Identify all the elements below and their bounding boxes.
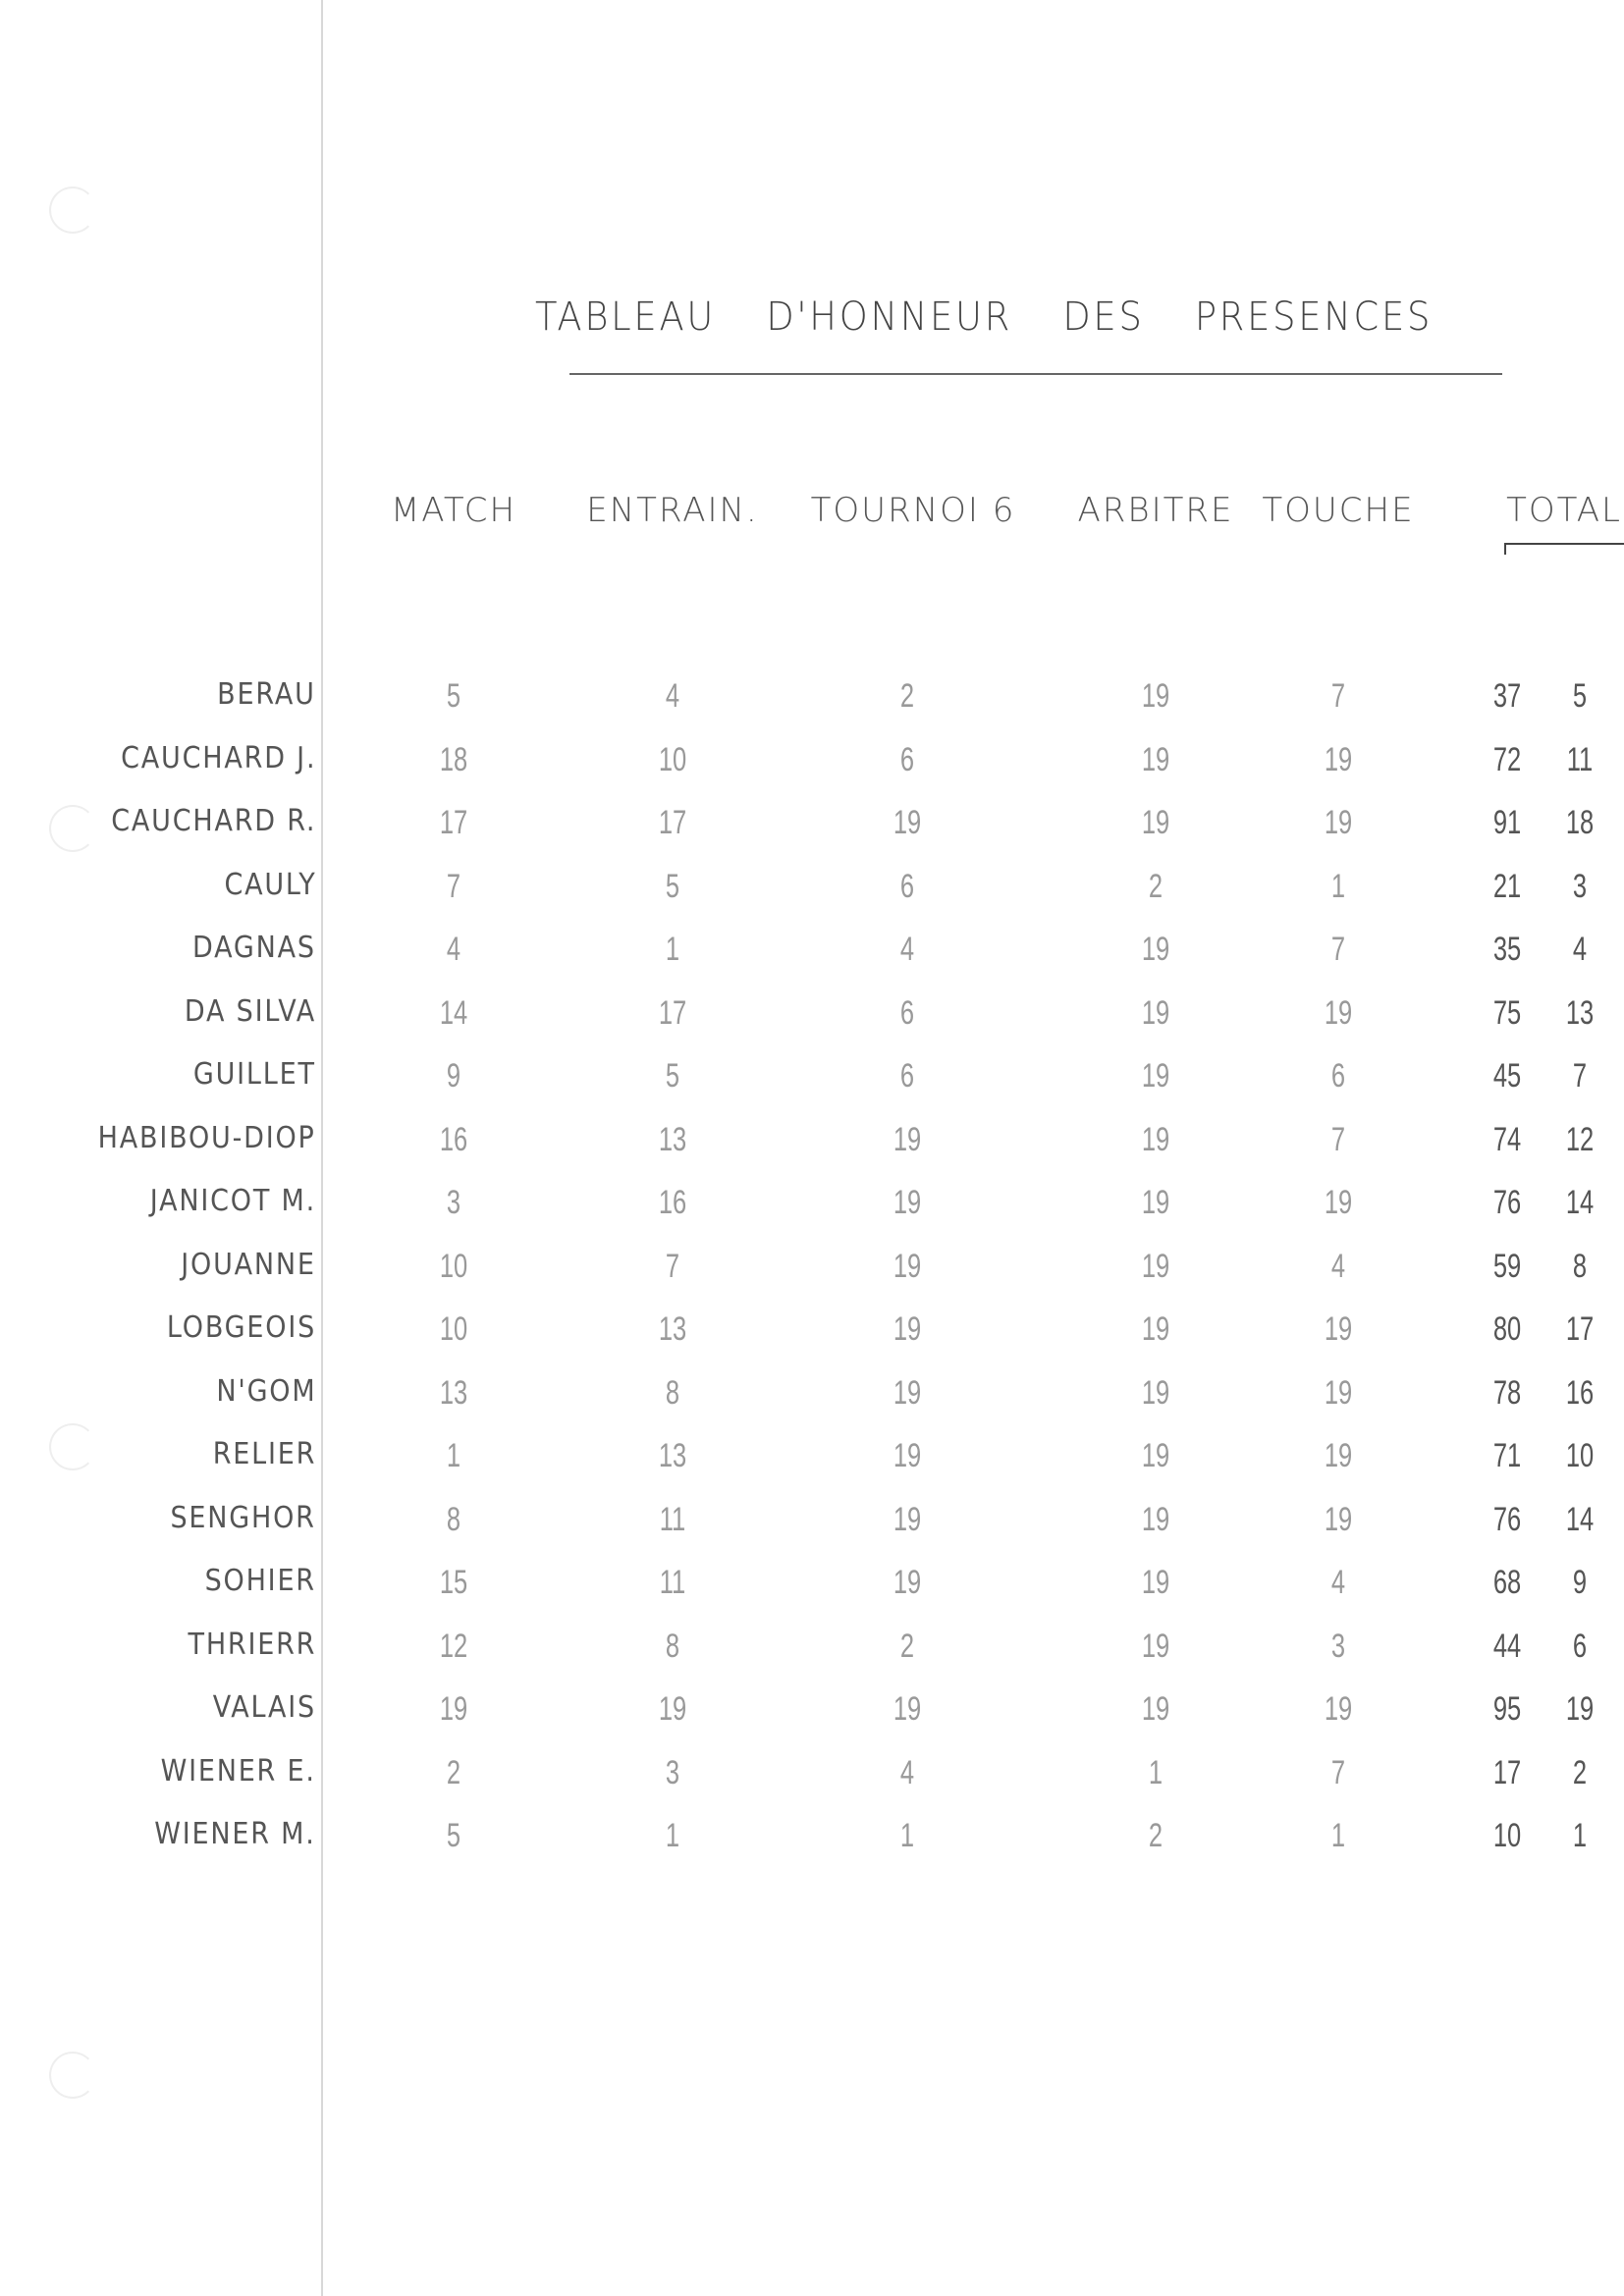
total-cell: 37 bbox=[1492, 677, 1522, 715]
rank-cell: 17 bbox=[1565, 1310, 1595, 1348]
entrain-cell: 19 bbox=[658, 1690, 687, 1728]
rank-cell: 14 bbox=[1565, 1500, 1595, 1538]
player-name: WIENER M. bbox=[154, 1817, 316, 1851]
table-row bbox=[0, 741, 1624, 800]
rank-cell: 12 bbox=[1565, 1120, 1595, 1158]
tournoi-cell: 6 bbox=[899, 1057, 915, 1095]
arbitre-cell: 19 bbox=[1141, 1564, 1170, 1601]
arbitre-cell: 19 bbox=[1141, 677, 1170, 715]
entrain-cell: 8 bbox=[665, 1627, 680, 1665]
match-cell: 10 bbox=[439, 1247, 468, 1285]
entrain-cell: 5 bbox=[665, 1057, 680, 1095]
entrain-cell: 7 bbox=[665, 1247, 680, 1285]
total-cell: 76 bbox=[1492, 1500, 1522, 1538]
page-title: TABLEAU D'HONNEUR DES PRESENCES bbox=[535, 294, 1434, 340]
total-cell: 76 bbox=[1492, 1184, 1522, 1221]
player-name: JOUANNE bbox=[181, 1247, 316, 1282]
entrain-cell: 17 bbox=[658, 804, 687, 841]
header-touche: TOUCHE bbox=[1262, 491, 1415, 530]
player-name: CAUCHARD R. bbox=[110, 804, 316, 838]
entrain-cell: 17 bbox=[658, 993, 687, 1032]
table-row bbox=[0, 804, 1624, 863]
tournoi-cell: 19 bbox=[893, 1690, 922, 1728]
rank-cell: 19 bbox=[1565, 1690, 1595, 1728]
player-name: THRIERR bbox=[188, 1627, 316, 1662]
touche-cell: 19 bbox=[1324, 1373, 1353, 1412]
entrain-cell: 8 bbox=[665, 1373, 680, 1412]
rank-cell: 8 bbox=[1572, 1247, 1588, 1285]
touche-cell: 19 bbox=[1324, 1437, 1353, 1474]
rank-cell: 3 bbox=[1572, 867, 1588, 905]
entrain-cell: 16 bbox=[658, 1184, 687, 1221]
match-cell: 4 bbox=[446, 931, 461, 968]
touche-cell: 19 bbox=[1324, 1184, 1353, 1221]
tournoi-cell: 4 bbox=[899, 931, 915, 968]
tournoi-cell: 19 bbox=[893, 1373, 922, 1412]
tournoi-cell: 19 bbox=[893, 1310, 922, 1348]
rank-cell: 11 bbox=[1566, 740, 1594, 778]
touche-cell: 6 bbox=[1330, 1057, 1346, 1095]
player-name: SENGHOR bbox=[170, 1500, 316, 1535]
total-cell: 44 bbox=[1492, 1627, 1522, 1665]
title-underline bbox=[569, 373, 1502, 375]
total-cell: 91 bbox=[1492, 804, 1522, 841]
table-row bbox=[0, 1564, 1624, 1623]
match-cell: 14 bbox=[439, 993, 468, 1032]
table-row bbox=[0, 1184, 1624, 1243]
arbitre-cell: 19 bbox=[1141, 1184, 1170, 1221]
arbitre-cell: 19 bbox=[1141, 1373, 1170, 1412]
rank-cell: 2 bbox=[1572, 1753, 1588, 1791]
match-cell: 1 bbox=[446, 1437, 461, 1474]
tournoi-cell: 4 bbox=[899, 1753, 915, 1791]
header-match: MATCH bbox=[390, 491, 517, 530]
tournoi-cell: 19 bbox=[893, 1500, 922, 1538]
player-name: SOHIER bbox=[204, 1564, 316, 1598]
header-arbitre: ARBITRE bbox=[1077, 491, 1234, 530]
match-cell: 5 bbox=[446, 677, 461, 715]
player-name: CAULY bbox=[223, 867, 316, 902]
match-cell: 5 bbox=[446, 1817, 461, 1854]
tournoi-cell: 6 bbox=[899, 867, 915, 905]
match-cell: 16 bbox=[439, 1120, 468, 1158]
entrain-cell: 13 bbox=[658, 1310, 687, 1348]
touche-cell: 1 bbox=[1330, 867, 1346, 905]
tournoi-cell: 19 bbox=[893, 804, 922, 841]
tournoi-cell: 19 bbox=[893, 1247, 922, 1285]
arbitre-cell: 19 bbox=[1141, 1690, 1170, 1728]
touche-cell: 4 bbox=[1330, 1247, 1346, 1285]
table-row bbox=[0, 1501, 1624, 1560]
player-name: WIENER E. bbox=[160, 1753, 316, 1789]
rank-cell: 4 bbox=[1572, 931, 1588, 968]
total-cell: 71 bbox=[1492, 1437, 1522, 1474]
table-row bbox=[0, 1437, 1624, 1496]
total-cell: 72 bbox=[1492, 740, 1522, 778]
table-row bbox=[0, 1817, 1624, 1876]
match-cell: 15 bbox=[439, 1564, 468, 1601]
table-row bbox=[0, 1754, 1624, 1813]
touche-cell: 19 bbox=[1324, 1500, 1353, 1538]
total-cell: 59 bbox=[1492, 1247, 1522, 1285]
rank-cell: 7 bbox=[1572, 1057, 1588, 1095]
touche-cell: 19 bbox=[1324, 740, 1353, 778]
tournoi-cell: 6 bbox=[899, 740, 915, 778]
rank-cell: 14 bbox=[1565, 1184, 1595, 1221]
match-cell: 9 bbox=[446, 1057, 461, 1095]
player-name: DA SILVA bbox=[184, 993, 316, 1029]
total-cell: 45 bbox=[1492, 1057, 1522, 1095]
tournoi-cell: 19 bbox=[893, 1564, 922, 1601]
touche-cell: 7 bbox=[1330, 931, 1346, 968]
match-cell: 13 bbox=[439, 1373, 468, 1412]
match-cell: 2 bbox=[446, 1753, 461, 1791]
arbitre-cell: 2 bbox=[1148, 867, 1164, 905]
punch-hole bbox=[49, 187, 96, 234]
table-row bbox=[0, 677, 1624, 736]
tournoi-cell: 6 bbox=[899, 993, 915, 1032]
rank-cell: 6 bbox=[1572, 1627, 1588, 1665]
table-row bbox=[0, 868, 1624, 927]
entrain-cell: 1 bbox=[665, 1817, 680, 1854]
match-cell: 12 bbox=[439, 1627, 468, 1665]
player-name: BERAU bbox=[217, 677, 316, 712]
rank-cell: 9 bbox=[1572, 1564, 1588, 1601]
match-cell: 7 bbox=[446, 867, 461, 905]
player-name: N'GOM bbox=[215, 1373, 316, 1409]
entrain-cell: 3 bbox=[665, 1753, 680, 1791]
entrain-cell: 5 bbox=[665, 867, 680, 905]
arbitre-cell: 19 bbox=[1141, 1120, 1170, 1158]
arbitre-cell: 19 bbox=[1141, 1310, 1170, 1348]
arbitre-cell: 19 bbox=[1141, 740, 1170, 778]
entrain-cell: 11 bbox=[659, 1564, 686, 1601]
total-cell: 80 bbox=[1492, 1310, 1522, 1348]
total-cell: 95 bbox=[1492, 1690, 1522, 1728]
match-cell: 3 bbox=[446, 1184, 461, 1221]
match-cell: 19 bbox=[439, 1690, 468, 1728]
total-cell: 74 bbox=[1492, 1120, 1522, 1158]
rank-cell: 18 bbox=[1565, 804, 1595, 841]
player-name: HABIBOU-DIOP bbox=[98, 1120, 316, 1155]
arbitre-cell: 19 bbox=[1141, 1627, 1170, 1665]
total-cell: 21 bbox=[1492, 867, 1522, 905]
entrain-cell: 11 bbox=[659, 1500, 686, 1538]
rank-cell: 5 bbox=[1572, 677, 1588, 715]
entrain-cell: 10 bbox=[658, 740, 687, 778]
touche-cell: 19 bbox=[1324, 993, 1353, 1032]
tournoi-cell: 19 bbox=[893, 1120, 922, 1158]
table-row bbox=[0, 1057, 1624, 1116]
total-cell: 75 bbox=[1492, 993, 1522, 1032]
header-entrain: ENTRAIN. bbox=[586, 491, 759, 530]
touche-cell: 7 bbox=[1330, 1120, 1346, 1158]
entrain-cell: 13 bbox=[658, 1437, 687, 1474]
player-name: JANICOT M. bbox=[149, 1184, 316, 1218]
arbitre-cell: 19 bbox=[1141, 993, 1170, 1032]
touche-cell: 1 bbox=[1330, 1817, 1346, 1854]
player-name: CAUCHARD J. bbox=[120, 740, 316, 775]
tournoi-cell: 1 bbox=[899, 1817, 915, 1854]
arbitre-cell: 2 bbox=[1148, 1817, 1164, 1854]
punch-hole bbox=[49, 2052, 96, 2099]
touche-cell: 3 bbox=[1330, 1627, 1346, 1665]
match-cell: 17 bbox=[439, 804, 468, 841]
entrain-cell: 13 bbox=[658, 1120, 687, 1158]
total-cell: 68 bbox=[1492, 1564, 1522, 1601]
player-name: RELIER bbox=[212, 1437, 316, 1471]
arbitre-cell: 19 bbox=[1141, 1247, 1170, 1285]
touche-cell: 4 bbox=[1330, 1564, 1346, 1601]
tournoi-cell: 2 bbox=[899, 677, 915, 715]
header-total: TOTAL bbox=[1506, 491, 1622, 530]
touche-cell: 19 bbox=[1324, 804, 1353, 841]
table-row bbox=[0, 1690, 1624, 1749]
header-tournoi: TOURNOI 6 bbox=[810, 491, 1016, 530]
arbitre-cell: 19 bbox=[1141, 1437, 1170, 1474]
arbitre-cell: 1 bbox=[1148, 1753, 1164, 1791]
total-cell: 35 bbox=[1492, 931, 1522, 968]
match-cell: 18 bbox=[439, 740, 468, 778]
table-row bbox=[0, 1374, 1624, 1433]
match-cell: 10 bbox=[439, 1310, 468, 1348]
tournoi-cell: 19 bbox=[893, 1437, 922, 1474]
arbitre-cell: 19 bbox=[1141, 931, 1170, 968]
touche-cell: 19 bbox=[1324, 1310, 1353, 1348]
total-cell: 17 bbox=[1492, 1753, 1522, 1791]
table-row bbox=[0, 1121, 1624, 1180]
player-name: GUILLET bbox=[193, 1057, 316, 1092]
tournoi-cell: 19 bbox=[893, 1184, 922, 1221]
entrain-cell: 1 bbox=[665, 931, 680, 968]
touche-cell: 7 bbox=[1330, 677, 1346, 715]
touche-cell: 19 bbox=[1324, 1690, 1353, 1728]
table-row bbox=[0, 1310, 1624, 1369]
table-row bbox=[0, 1628, 1624, 1686]
rank-cell: 16 bbox=[1565, 1373, 1595, 1412]
total-cell: 78 bbox=[1492, 1373, 1522, 1412]
table-row bbox=[0, 1248, 1624, 1307]
player-name: VALAIS bbox=[212, 1690, 316, 1725]
table-row bbox=[0, 994, 1624, 1053]
entrain-cell: 4 bbox=[665, 677, 680, 715]
rank-cell: 10 bbox=[1565, 1437, 1595, 1474]
rank-cell: 1 bbox=[1572, 1817, 1588, 1854]
rank-cell: 13 bbox=[1565, 993, 1595, 1032]
table-row bbox=[0, 931, 1624, 989]
total-cell: 10 bbox=[1492, 1817, 1522, 1854]
arbitre-cell: 19 bbox=[1141, 804, 1170, 841]
player-name: LOBGEOIS bbox=[166, 1310, 316, 1345]
tournoi-cell: 2 bbox=[899, 1627, 915, 1665]
touche-cell: 7 bbox=[1330, 1753, 1346, 1791]
arbitre-cell: 19 bbox=[1141, 1500, 1170, 1538]
arbitre-cell: 19 bbox=[1141, 1057, 1170, 1095]
total-underline bbox=[1504, 543, 1624, 545]
player-name: DAGNAS bbox=[192, 931, 316, 965]
match-cell: 8 bbox=[446, 1500, 461, 1538]
